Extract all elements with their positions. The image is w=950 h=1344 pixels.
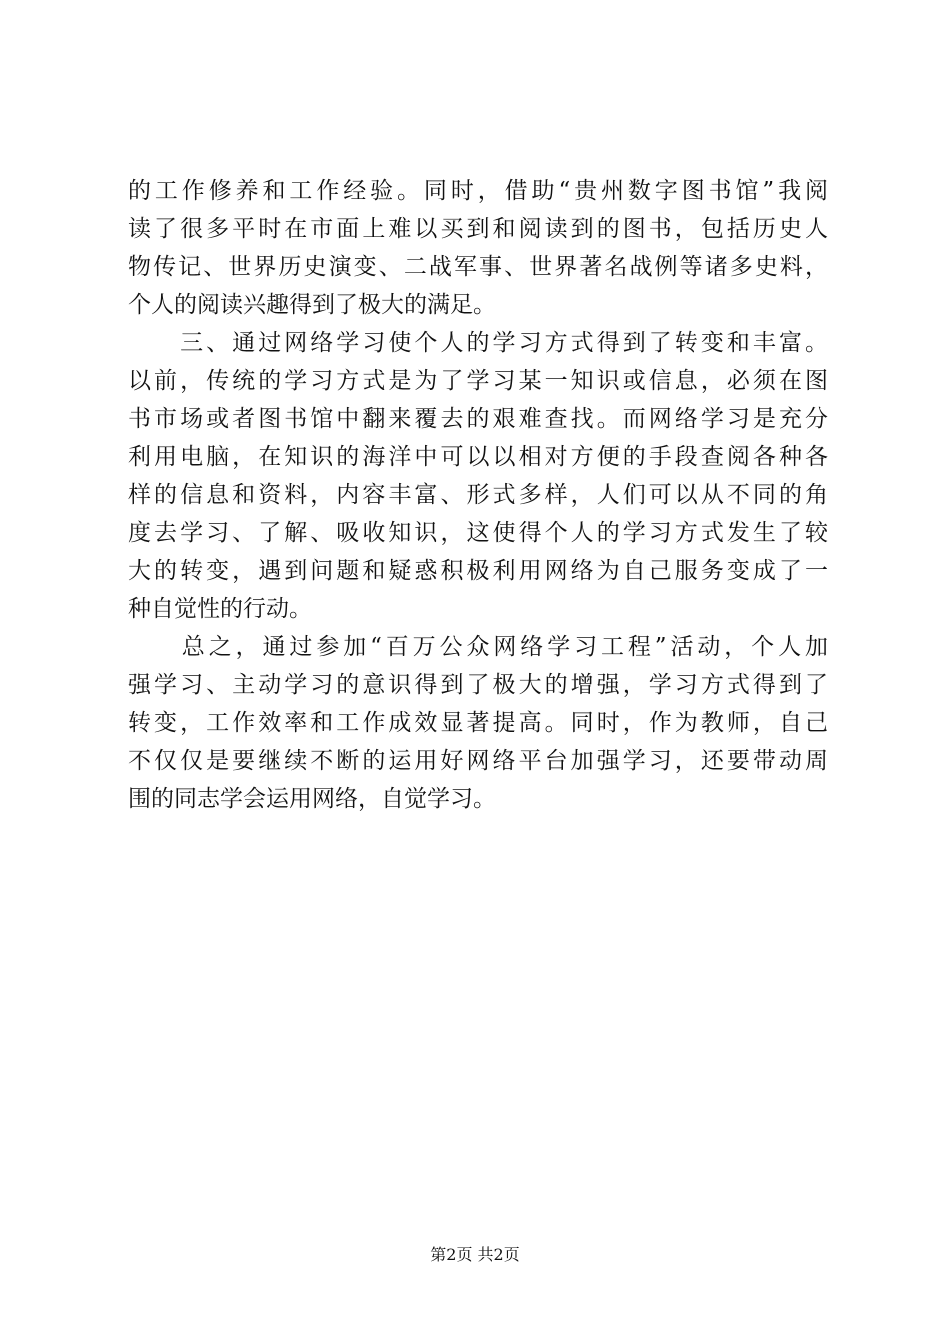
text-line: 的工作修养和工作经验。同时，借助“贵州数字图书馆”我阅 (128, 178, 828, 204)
text-line: 转变，工作效率和工作成效显著提高。同时，作为教师，自己 (128, 710, 828, 736)
text-line: 以前，传统的学习方式是为了学习某一知识或信息，必须在图 (128, 368, 828, 394)
text-line: 物传记、世界历史演变、二战军事、世界著名战例等诸多史料， (128, 254, 828, 280)
text-line: 强学习、主动学习的意识得到了极大的增强，学习方式得到了 (128, 672, 828, 698)
page-footer (0, 1244, 950, 1266)
text-line: 种自觉性的行动。 (128, 596, 312, 622)
text-line: 利用电脑，在知识的海洋中可以以相对方便的手段查阅各种各 (128, 444, 828, 470)
page-number-label: 第2页 共2页 (430, 1245, 520, 1264)
text-line: 书市场或者图书馆中翻来覆去的艰难查找。而网络学习是充分 (128, 406, 828, 432)
text-line: 围的同志学会运用网络，自觉学习。 (128, 786, 496, 812)
text-line: 三、通过网络学习使个人的学习方式得到了转变和丰富。 (128, 330, 828, 356)
text-line: 不仅仅是要继续不断的运用好网络平台加强学习，还要带动周 (128, 748, 828, 774)
text-line: 度去学习、了解、吸收知识，这使得个人的学习方式发生了较 (128, 520, 828, 546)
text-line: 总之，通过参加“百万公众网络学习工程”活动，个人加 (128, 634, 828, 660)
paragraph-3 (128, 628, 828, 818)
text-line: 读了很多平时在市面上难以买到和阅读到的图书，包括历史人 (128, 216, 828, 242)
paragraph-2 (128, 324, 828, 628)
text-line: 样的信息和资料，内容丰富、形式多样，人们可以从不同的角 (128, 482, 828, 508)
paragraph-1 (128, 172, 828, 324)
document-body (128, 172, 828, 818)
text-line: 个人的阅读兴趣得到了极大的满足。 (128, 292, 496, 318)
text-line: 大的转变，遇到问题和疑惑积极利用网络为自己服务变成了一 (128, 558, 828, 584)
